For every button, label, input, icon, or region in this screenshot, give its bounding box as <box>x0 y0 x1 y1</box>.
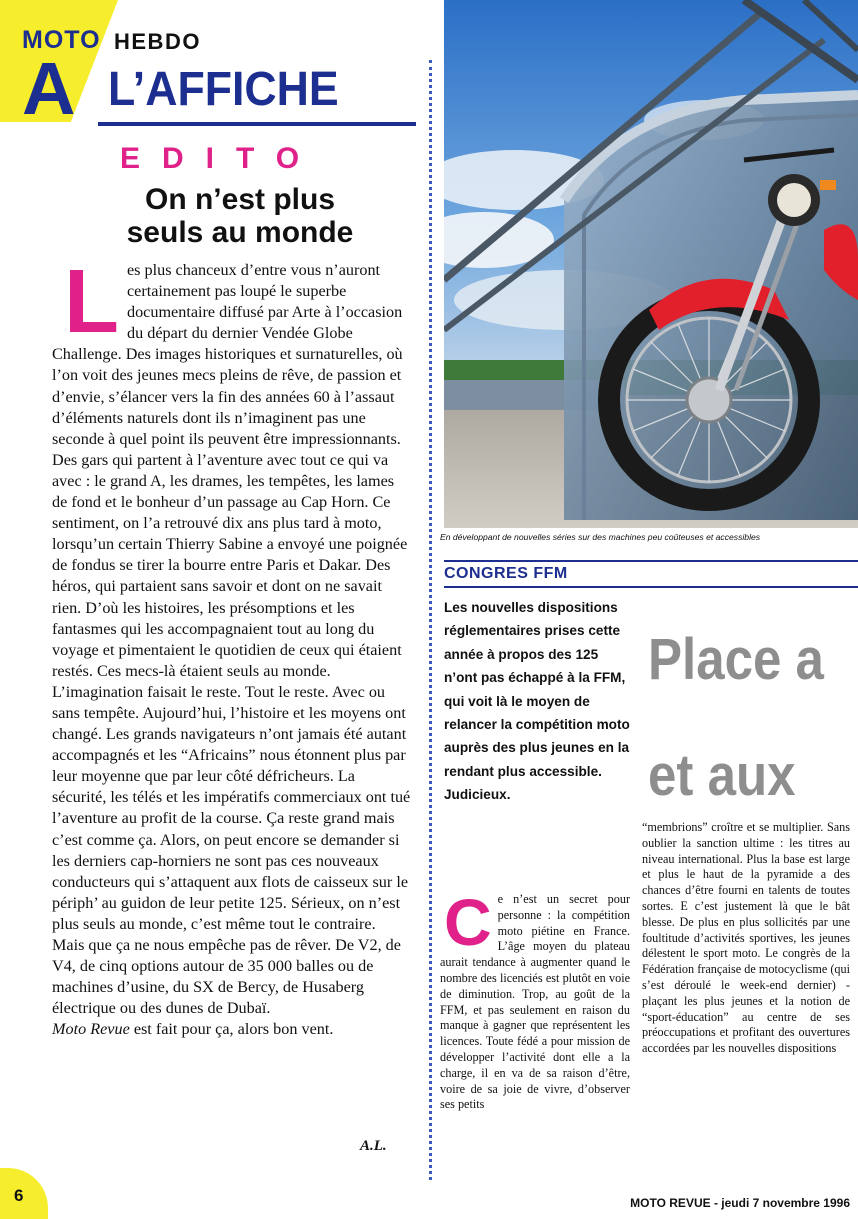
edito-closing-text: est fait pour ça, alors bon vent. <box>129 1020 334 1039</box>
page-number: 6 <box>14 1186 24 1205</box>
header-rule <box>98 122 416 126</box>
article-column-1-text: e n’est un secret pour personne : la compétition moto piétine en France. L’âge moyen du plateau aurait tendance à augmenter quand le nombre des licenciés est plutôt en voie de diminution. Trop, au goût de la FFM, et pas seulement en raison du manque à gagner que représentent les licences. Toute fédé a pour mission de développer l’activité dont elle a la charge, il en va de sa raison d’être, voire de sa joie de vivre, d’observer ses petits <box>440 892 630 1112</box>
article-column-1 <box>440 885 630 1113</box>
congres-label: CONGRES FFM <box>444 565 568 582</box>
header-moto-label: MOTO <box>22 26 101 54</box>
edito-title <box>60 183 420 249</box>
header-a-letter: A <box>22 47 76 130</box>
page-number-tab <box>0 1168 48 1219</box>
header-hebdo-label: HEBDO <box>114 29 201 54</box>
congres-header <box>444 560 858 588</box>
edito-dropcap: L <box>64 252 119 352</box>
motorcycle-photo <box>444 0 858 528</box>
headline-line2: et aux <box>648 743 796 808</box>
edito-signature: A.L. <box>360 1138 387 1154</box>
edito-title-line1: On n’est plus <box>144 183 336 216</box>
edito-label: EDITO <box>120 142 322 175</box>
footer-publication: MOTO REVUE - jeudi 7 novembre 1996 <box>630 1196 850 1210</box>
header-affiche-title: L’AFFICHE <box>108 63 339 116</box>
headline-line1: Place a <box>648 627 824 692</box>
photo-caption: En développant de nouvelles séries sur des machines peu coûteuses et accessibles <box>440 532 761 542</box>
motorcycle-photo-illustration <box>444 0 858 528</box>
edito-body <box>52 252 412 1040</box>
congres-dropcap: C <box>444 885 492 959</box>
edito-body-text: es plus chanceux d’entre vous n’auront certainement pas loupé le superbe documentaire diffusé par Arte à l’occasion du départ du dernier Vendée Globe Challenge. Des images historiques et surnaturelles, où l’on voit des jeunes mecs pleins de rêve, de passion et d’envie, s’élancer vers la fin des années 60 à l’assaut d’éléments naturels dont ils n’imaginent pas une seconde à quel point ils peuvent être impressionnants. Des gars qui partent à l’aventure avec tout ce qui va avec : le grand A, les drames, les tempêtes, les lames de fond et le bonheur d’un passage au Cap Horn. Ce sentiment, on l’a retrouvé dix ans plus tard à moto, lorsqu’un certain Thierry Sabine a envoyé une poignée de fondus se tirer la bourre entre Paris et Dakar. Des héros, qui partaient sans savoir et dont on ne savait rien. D’où les histoires, les présomptions et les fantasmes qui les accompagnaient tout au long du voyage et pimentaient le quotidien de ceux qui étaient restés. Ces mecs-là étaient seuls au monde. L’imagination faisait le reste. Tout le reste. Avec ou sans tempête. Aujourd’hui, l’histoire et les moyens ont changé. Les grands navigateurs n’ont jamais été autant accompagnés et les “Africains” nous étonnent plus par leur moyenne que par leur côté défricheurs. La sécurité, les télés et les impératifs commerciaux ont tué l’aventure au profit de la course. Ça reste grand mais c’est comme ça. Alors, on peut encore se demander si les derniers cap-horniers ne sont pas ces nouveaux conducteurs qui s’attaquent aux flots de caisseux sur le périph’ au guidon de leur petite 125. Sérieux, on n’est plus seuls au monde, c’est même tout le contraire. Mais que ça ne nous empêche pas de rêver. De V2, de V4, de cinq options autour de 35 000 balles ou de machines d’usine, du SX de Bercy, de Husaberg électrique ou des dunes de Dubaï. <box>52 261 411 1018</box>
column-divider <box>429 60 432 1180</box>
edito-closing-italic: Moto Revue <box>52 1020 130 1039</box>
edito-title-line2: seuls au monde <box>126 216 354 249</box>
article-column-2: “membrions” croître et se multiplier. Sans oublier la sanction ultime : les titres au niveau international. Plus la base est large et plus le haut de la pyramide a des chances d’être fourni en talents de toutes sortes. E c’est justement là que le bât blesse. De plus en plus sollicités par une foultitude d’activités sportives, les jeunes délestent le sport moto. Le congrès de la Fédération française de motocyclisme (qui s’est déroulé le week-end dernier) - plaçant les plus jeunes et la notion de “sport-éducation” au centre de ses préoccupations et profitant des ouvertures accordées par les nouvelles dispositions <box>642 820 850 1056</box>
congres-lead: Les nouvelles dispositions réglementaires prises cette année à propos des 125 n’ont pas échappé à la FFM, qui voit là le moyen de relancer la compétition moto auprès des plus jeunes en la rendant plus accessible. Judicieux. <box>444 600 630 803</box>
